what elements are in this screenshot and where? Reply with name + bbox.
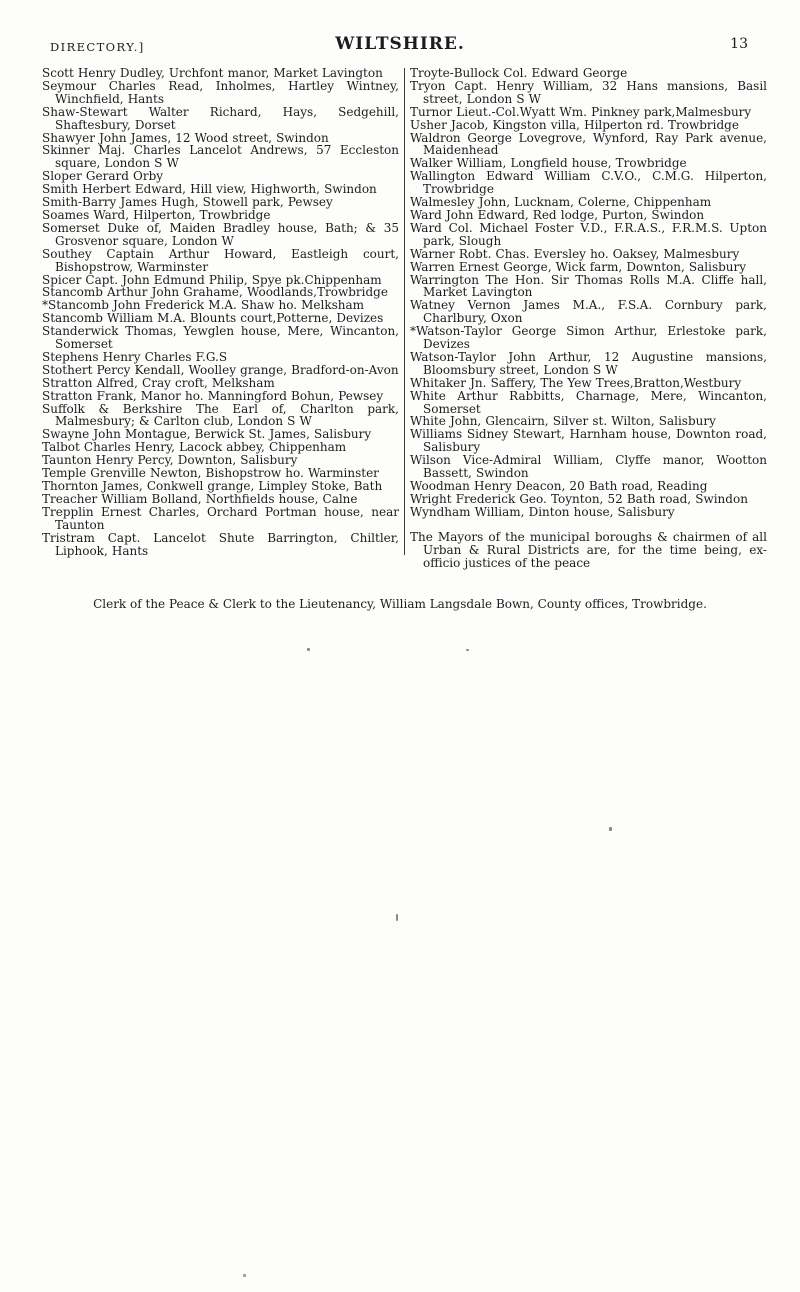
directory-entry: Tryon Capt. Henry William, 32 Hans mansions, Basil street, London S W xyxy=(410,78,767,106)
left-column xyxy=(42,67,399,569)
directory-entry: Shaw-Stewart Walter Richard, Hays, Sedgehill, Shaftesbury, Dorset xyxy=(42,104,399,132)
directory-entry: Stephens Henry Charles F.G.S xyxy=(42,349,228,364)
directory-entry: Stratton Alfred, Cray croft, Melksham xyxy=(42,375,275,390)
directory-entry: Williams Sidney Stewart, Harnham house, Downton road, Salisbury xyxy=(410,427,767,455)
directory-entry: White Arthur Rabbitts, Charnage, Mere, Wincanton, Somerset xyxy=(410,388,767,416)
directory-entry: White John, Glencairn, Silver st. Wilton, Salisbury xyxy=(410,414,716,429)
directory-entry: Shawyer John James, 12 Wood street, Swindon xyxy=(42,130,329,145)
mayors-note: The Mayors of the municipal boroughs & chairmen of all Urban & Rural Districts are, for the time being, ex-officio justices of the peace xyxy=(410,529,767,570)
directory-entry: Somerset Duke of, Maiden Bradley house, Bath; & 35 Grosvenor square, London W xyxy=(42,220,399,248)
directory-entry: Temple Grenville Newton, Bishopstrow ho. Warminster xyxy=(42,466,379,481)
directory-entry: Warren Ernest George, Wick farm, Downton, Salisbury xyxy=(410,259,747,274)
directory-entry: Stancomb Arthur John Grahame, Woodlands,Trowbridge xyxy=(42,285,388,300)
directory-entry: Smith-Barry James Hugh, Stowell park, Pewsey xyxy=(42,195,333,210)
directory-entry: Swayne John Montague, Berwick St. James, Salisbury xyxy=(42,427,372,442)
directory-entry: Treacher William Bolland, Northfields house, Calne xyxy=(42,491,358,506)
scan-speck xyxy=(466,649,469,651)
directory-entry: Wilson Vice-Admiral William, Clyffe manor, Wootton Bassett, Swindon xyxy=(410,453,767,481)
scan-speck xyxy=(307,648,310,651)
directory-entry: Walker William, Longfield house, Trowbridge xyxy=(410,156,687,171)
directory-entry: Suffolk & Berkshire The Earl of, Charlton park, Malmesbury; & Carlton club, London S W xyxy=(42,401,399,429)
directory-entry: Watson-Taylor John Arthur, 12 Augustine mansions, Bloomsbury street, London S W xyxy=(410,349,767,377)
directory-entry: Ward Col. Michael Foster V.D., F.R.A.S., F.R.M.S. Upton park, Slough xyxy=(410,220,767,248)
directory-entry: Stothert Percy Kendall, Woolley grange, Bradford-on-Avon xyxy=(42,362,399,377)
directory-entry: Seymour Charles Read, Inholmes, Hartley Wintney, Winchfield, Hants xyxy=(42,78,399,106)
directory-entry: Wallington Edward William C.V.O., C.M.G. Hilperton, Trowbridge xyxy=(410,169,767,197)
scan-speck xyxy=(396,914,398,921)
directory-entry: Walmesley John, Lucknam, Colerne, Chippenham xyxy=(410,195,712,210)
column-divider-rule xyxy=(404,68,405,555)
right-column xyxy=(410,67,767,569)
directory-entry: *Stancomb John Frederick M.A. Shaw ho. Melksham xyxy=(42,298,365,313)
directory-entry: Talbot Charles Henry, Lacock abbey, Chippenham xyxy=(42,440,347,455)
header-directory-label: DIRECTORY.] xyxy=(50,40,145,54)
directory-entry: Warrington The Hon. Sir Thomas Rolls M.A. Cliffe hall, Market Lavington xyxy=(410,272,767,300)
directory-entry: Scott Henry Dudley, Urchfont manor, Market Lavington xyxy=(42,66,383,80)
directory-columns xyxy=(42,67,772,569)
right-column-entries xyxy=(410,67,767,519)
directory-entry: Whitaker Jn. Saffery, The Yew Trees,Bratton,Westbury xyxy=(410,375,742,390)
directory-entry: Standerwick Thomas, Yewglen house, Mere, Wincanton, Somerset xyxy=(42,324,399,352)
directory-entry: Taunton Henry Percy, Downton, Salisbury xyxy=(42,453,298,468)
directory-entry: *Watson-Taylor George Simon Arthur, Erlestoke park, Devizes xyxy=(410,324,767,352)
directory-entry: Tristram Capt. Lancelot Shute Barrington, Chiltler, Liphook, Hants xyxy=(42,530,399,558)
directory-entry: Warner Robt. Chas. Eversley ho. Oaksey, Malmesbury xyxy=(410,246,740,261)
directory-entry: Skinner Maj. Charles Lancelot Andrews, 57 Eccleston square, London S W xyxy=(42,143,399,171)
scan-speck xyxy=(609,827,612,831)
directory-entry: Thornton James, Conkwell grange, Limpley Stoke, Bath xyxy=(42,479,383,493)
directory-entry: Trepplin Ernest Charles, Orchard Portman house, near Taunton xyxy=(42,504,399,532)
directory-entry: Stratton Frank, Manor ho. Manningford Bohun, Pewsey xyxy=(42,388,384,403)
directory-entry: Southey Captain Arthur Howard, Eastleigh court, Bishopstrow, Warminster xyxy=(42,246,399,274)
directory-entry: Waldron George Lovegrove, Wynford, Ray Park avenue, Maidenhead xyxy=(410,130,767,158)
page-number: 13 xyxy=(730,36,748,52)
directory-entry: Wright Frederick Geo. Toynton, 52 Bath road, Swindon xyxy=(410,491,748,506)
directory-entry: Woodman Henry Deacon, 20 Bath road, Reading xyxy=(410,479,708,493)
clerk-of-the-peace-footer: Clerk of the Peace & Clerk to the Lieutenancy, William Langsdale Bown, County offices, Trowbridge. xyxy=(93,597,707,611)
directory-entry: Troyte-Bullock Col. Edward George xyxy=(410,66,628,80)
directory-entry: Usher Jacob, Kingston villa, Hilperton rd. Trowbridge xyxy=(410,117,739,132)
directory-entry: Watney Vernon James M.A., F.S.A. Cornbury park, Charlbury, Oxon xyxy=(410,298,767,326)
county-title: WILTSHIRE. xyxy=(335,34,465,54)
directory-entry: Soames Ward, Hilperton, Trowbridge xyxy=(42,207,271,222)
directory-entry: Turnor Lieut.-Col.Wyatt Wm. Pinkney park,Malmesbury xyxy=(410,104,752,119)
scan-speck xyxy=(243,1274,246,1277)
directory-entry: Ward John Edward, Red lodge, Purton, Swindon xyxy=(410,207,705,222)
directory-entry: Smith Herbert Edward, Hill view, Highworth, Swindon xyxy=(42,182,377,197)
directory-entry: Sloper Gerard Orby xyxy=(42,169,164,184)
directory-entry: Spicer Capt. John Edmund Philip, Spye pk.Chippenham xyxy=(42,272,382,287)
page-header xyxy=(0,34,800,56)
directory-entry: Stancomb William M.A. Blounts court,Potterne, Devizes xyxy=(42,311,384,326)
directory-entry: Wyndham William, Dinton house, Salisbury xyxy=(410,504,675,519)
